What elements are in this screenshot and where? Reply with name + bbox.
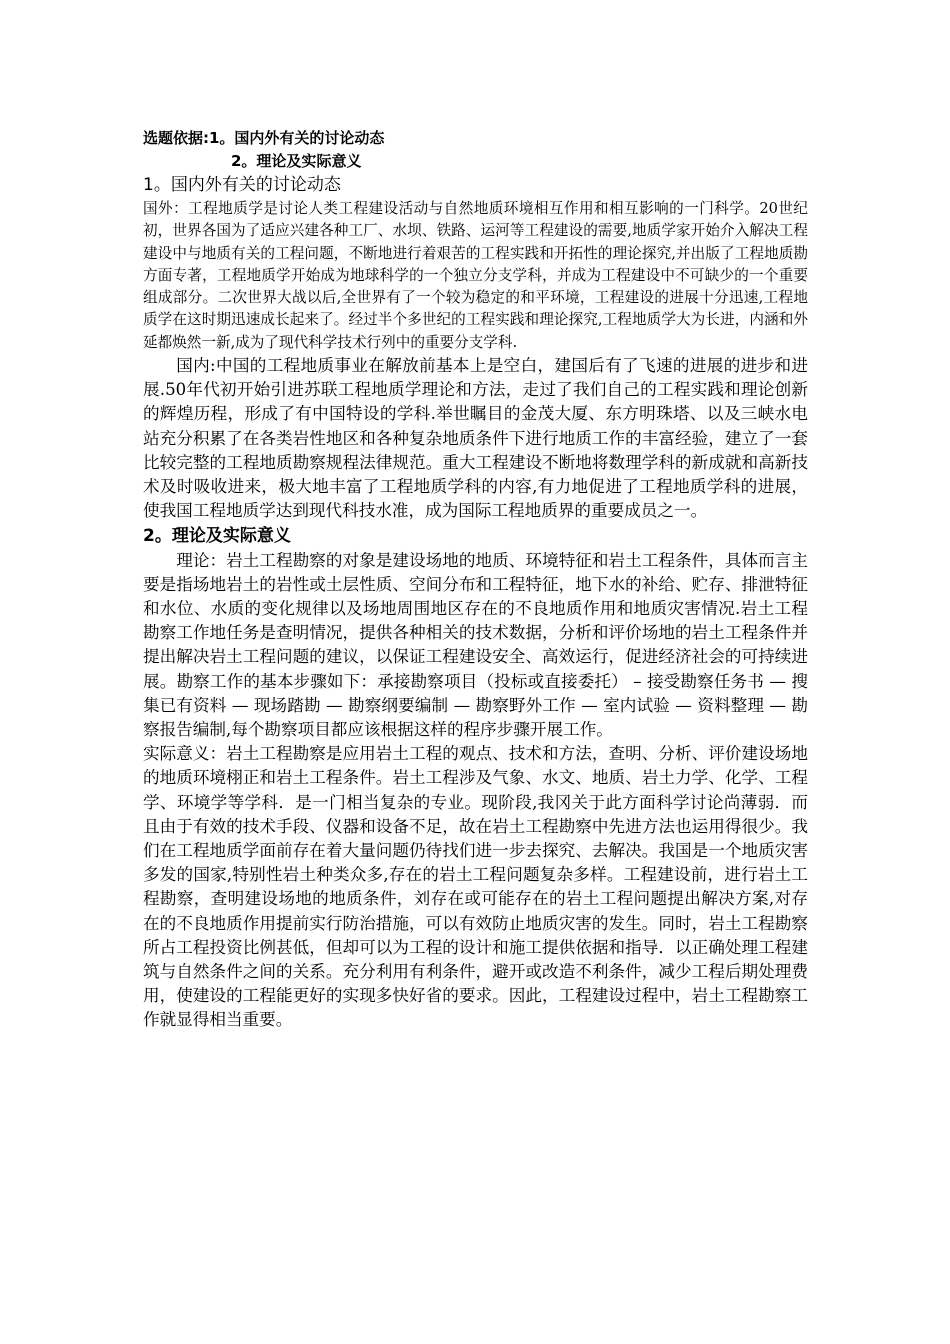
foreign-research-paragraph: 国外：工程地质学是讨论人类工程建设活动与自然地质环境相互作用和相互影响的一门科学。20世纪初，世界各国为了适应兴建各种工厂、水坝、铁路、运河等工程建设的需要,地质学家开始介入解决工程建设中与地质有关的工程问题，不断地进行着艰苦的工程实践和开拓性的理论探究,并出版了工程地质勘方面专著，工程地质学开始成为地球科学的一个独立分支学科，并成为工程建设中不可缺少的一个重要组成部分。二次世界大战以后,全世界有了一个较为稳定的和平环境，工程建设的进展十分迅速,工程地质学在这时期迅速成长起来了。经过半个多世纪的工程实践和理论探究,工程地质学大为长进，内涵和外延都焕然一新,成为了现代科学技术行列中的重要分支学科. bbox=[143, 200, 808, 351]
document-page bbox=[143, 127, 808, 1033]
topic-basis-line-1: 选题依据:1。国内外有关的讨论动态 bbox=[143, 129, 385, 147]
practical-significance-paragraph: 实际意义：岩土工程勘察是应用岩土工程的观点、技术和方法，查明、分析、评价建设场地的地质环境栩正和岩土工程条件。岩土工程涉及气象、水文、地质、岩土力学、化学、工程学、环境学等学科．是一门相当复杂的专业。现阶段,我冈关于此方面科学讨论尚薄弱．而且由于有效的技术手段、仪器和设备不足，故在岩土工程勘察中先进方法也运用得很少。我们在工程地质学面前存在着大量问题仍待找们进一步去探究、去解决。我国是一个地质灾害多发的国家,特别性岩土种类众多,存在的岩土工程问题复杂多样。工程建设前，进行岩土工程勘察，查明建设场地的地质条件，刘存在或可能存在的岩土工程问题提出解决方案,对存在的不良地质作用提前实行防治措施，可以有效防止地质灾害的发生。同时，岩土工程勘察所占工程投资比例甚低，但却可以为工程的设计和施工提供依据和指导．以正确处理工程建筑与自然条件之间的关系。充分利用有利条件，避开或改造不利条件，减少工程后期处理费用，使建设的工程能更好的实现多快好省的要求。因此，工程建设过程中，岩土工程勘察工作就显得相当重要。 bbox=[143, 744, 808, 1030]
topic-basis-line-2: 2。理论及实际意义 bbox=[231, 152, 362, 170]
section-2-title: 2。理论及实际意义 bbox=[143, 525, 291, 546]
domestic-research-paragraph: 国内:中国的工程地质事业在解放前基本上是空白，建国后有了飞速的进展的进步和进展.50年代初开始引进苏联工程地质学理论和方法，走过了我们自己的工程实践和理论创新的辉煌历程，形成了有中国特设的学科.举世瞩目的金茂大厦、东方明珠塔、以及三峡水电站充分积累了在各类岩性地区和各种复杂地质条件下进行地质工作的丰富经验，建立了一套比较完整的工程地质勘察规程法律规范。重大工程建设不断地将数理学科的新成就和高新技术及时吸收进来，极大地丰富了工程地质学科的内容,有力地促进了工程地质学科的进展，使我国工程地质学达到现代科技水准，成为国际工程地质界的重要成员之一。 bbox=[143, 356, 808, 521]
section-1-title: 1。国内外有关的讨论动态 bbox=[143, 175, 341, 195]
theory-paragraph: 理论：岩土工程勘察的对象是建设场地的地质、环境特征和岩土工程条件，具体而言主要是指场地岩土的岩性或土层性质、空间分布和工程特征，地下水的补给、贮存、排泄特征和水位、水质的变化规律以及场地周围地区存在的不良地质作用和地质灾害情况.岩土工程勘察工作地任务是查明情况，提供各种相关的技术数据，分析和评价场地的岩土工程条件并提出解决岩土工程问题的建议，以保证工程建设安全、高效运行，促进经济社会的可持续进展。勘察工作的基本步骤如下：承接勘察项目（投标或直接委托） – 接受勘察任务书 — 搜集已有资料 — 现场踏勘 — 勘察纲要编制 — 勘察野外工作 — 室内试验 — 资料整理 — 勘察报告编制,每个勘察项目都应该根据这样的程序步骤开展工作。 bbox=[143, 550, 808, 739]
